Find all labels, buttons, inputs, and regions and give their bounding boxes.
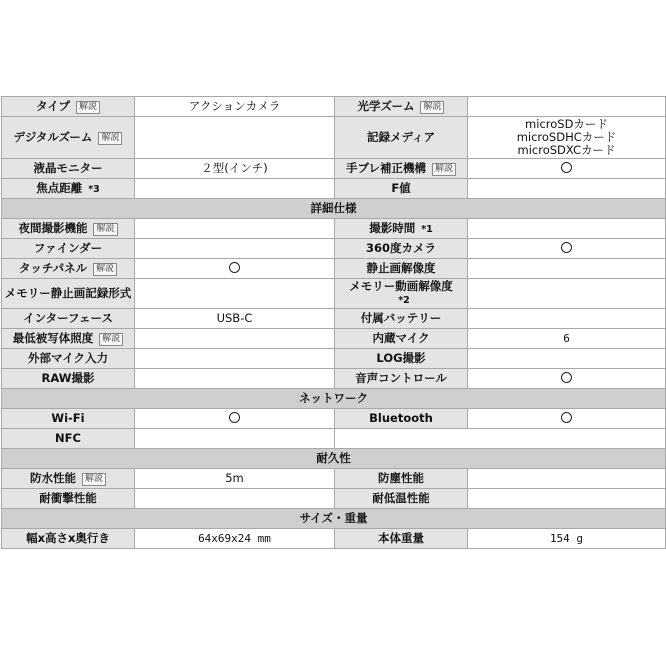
value-cell [468,469,666,489]
value-cell [135,259,335,279]
table-row [2,469,666,489]
label-cell: 音声コントロール [335,369,468,389]
table-row [2,489,666,509]
label-cell: メモリー動画解像度 *2 [335,279,468,309]
value-cell [135,429,335,449]
table-row [2,349,666,369]
value-cell [468,97,666,117]
section-title: ネットワーク [2,389,666,409]
value-cell [468,219,666,239]
value-cell: 6 [468,329,666,349]
value-cell [135,279,335,309]
section-title: 耐久性 [2,449,666,469]
section-header-row [2,509,666,529]
label-cell: 手ブレ補正機構 解説 [335,159,468,179]
table-row [2,529,666,549]
value-cell [135,489,335,509]
label-cell: デジタルズーム 解説 [2,117,135,159]
kaisetsu-button[interactable]: 解説 [99,333,123,346]
label-cell: 外部マイク入力 [2,349,135,369]
value-cell [468,279,666,309]
kaisetsu-button[interactable]: 解説 [420,101,444,114]
label-cell: RAW撮影 [2,369,135,389]
label-cell: 耐衝撃性能 [2,489,135,509]
media-item: microSDカード [525,117,608,131]
label-cell: インターフェース [2,309,135,329]
value-cell [468,159,666,179]
kaisetsu-button[interactable]: 解説 [432,163,456,176]
label-cell: タッチパネル 解説 [2,259,135,279]
value-cell [468,259,666,279]
section-header-row [2,389,666,409]
table-row [2,409,666,429]
empty-cell [335,429,666,449]
label-cell: メモリー静止画記録形式 [2,279,135,309]
section-title: 詳細仕様 [2,199,666,219]
label-cell: 幅x高さx奥行き [2,529,135,549]
value-cell [468,239,666,259]
table-row [2,309,666,329]
value-cell [468,179,666,199]
label-cell: タイプ 解説 [2,97,135,117]
circle-mark-icon [229,262,240,273]
value-cell [135,117,335,159]
section-header-row [2,449,666,469]
label-cell: Bluetooth [335,409,468,429]
value-cell [468,409,666,429]
label-cell: 光学ズーム 解説 [335,97,468,117]
label-cell: 360度カメラ [335,239,468,259]
section-header-row [2,199,666,219]
kaisetsu-button[interactable]: 解説 [93,263,117,276]
label-cell: 最低被写体照度 解説 [2,329,135,349]
table-row [2,239,666,259]
label-cell: 内蔵マイク [335,329,468,349]
label-cell: 液晶モニター [2,159,135,179]
footnote-mark: *1 [421,223,433,235]
table-row [2,259,666,279]
label-cell: 耐低温性能 [335,489,468,509]
table-row [2,159,666,179]
kaisetsu-button[interactable]: 解説 [82,473,106,486]
value-cell: アクションカメラ [135,97,335,117]
value-cell: 5m [135,469,335,489]
table-row [2,117,666,159]
spec-table [1,96,666,549]
label-cell: 記録メディア [335,117,468,159]
table-row [2,279,666,309]
table-row [2,179,666,199]
label-cell: ファインダー [2,239,135,259]
value-cell [468,349,666,369]
label-cell: NFC [2,429,135,449]
label-cell: 静止画解像度 [335,259,468,279]
label-cell: 夜間撮影機能 解説 [2,219,135,239]
circle-mark-icon [561,412,572,423]
label-cell: LOG撮影 [335,349,468,369]
table-row [2,219,666,239]
circle-mark-icon [561,162,572,173]
media-item: microSDHCカード [516,130,617,144]
label-cell: 本体重量 [335,529,468,549]
table-row [2,329,666,349]
value-cell [135,219,335,239]
footnote-mark: *2 [398,295,410,306]
label-cell: 付属バッテリー [335,309,468,329]
kaisetsu-button[interactable]: 解説 [98,132,122,145]
footnote-mark: *3 [88,183,100,195]
value-cell [135,349,335,369]
table-row [2,429,666,449]
media-item: microSDXCカード [517,143,616,157]
table-row [2,369,666,389]
label-cell: 撮影時間 *1 [335,219,468,239]
label-cell: 防塵性能 [335,469,468,489]
circle-mark-icon [561,372,572,383]
section-title: サイズ・重量 [2,509,666,529]
value-cell [468,369,666,389]
value-cell [468,489,666,509]
value-cell [468,309,666,329]
label-cell: Wi-Fi [2,409,135,429]
value-cell [135,409,335,429]
value-cell: 154 g [468,529,666,549]
circle-mark-icon [561,242,572,253]
circle-mark-icon [229,412,240,423]
label-cell: 防水性能 解説 [2,469,135,489]
table-row [2,97,666,117]
kaisetsu-button[interactable]: 解説 [76,101,100,114]
label-cell: F値 [335,179,468,199]
value-cell [135,239,335,259]
value-cell [468,117,666,159]
value-cell: 64x69x24 mm [135,529,335,549]
value-cell: ２型(インチ) [135,159,335,179]
value-cell [135,369,335,389]
label-cell: 焦点距離 *3 [2,179,135,199]
value-cell: USB-C [135,309,335,329]
value-cell [135,329,335,349]
kaisetsu-button[interactable]: 解説 [93,223,117,236]
value-cell [135,179,335,199]
